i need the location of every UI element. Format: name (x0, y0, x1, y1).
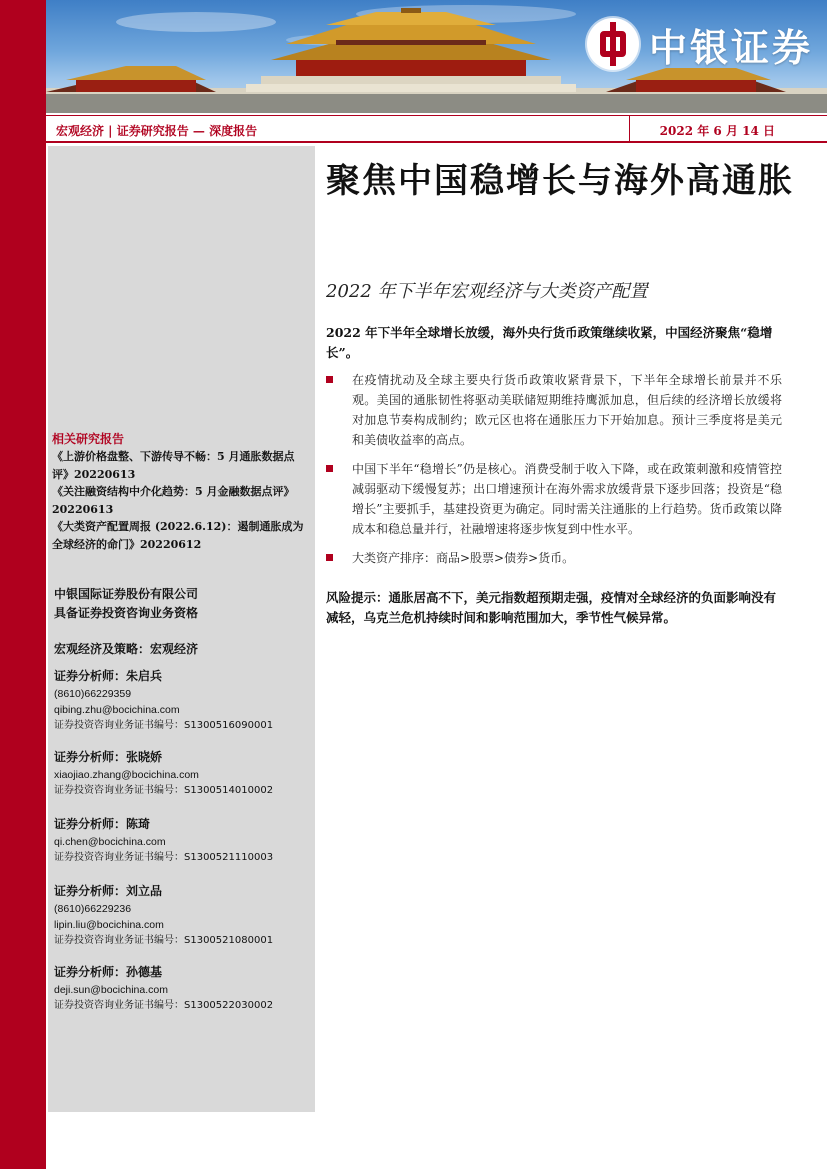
report-category: 宏观经济 | 证券研究报告 — 深度报告 (56, 124, 258, 138)
analyst-license: 证券投资咨询业务证书编号：S1300521110003 (54, 852, 274, 863)
report-title: 聚焦中国稳增长与海外高通胀 (326, 161, 794, 201)
related-report-link[interactable]: 《上游价格盘整、下游传导不畅：5 月通胀数据点评》20220613 (52, 450, 295, 481)
analyst-email[interactable]: deji.sun@bocichina.com (54, 984, 168, 996)
key-point (326, 370, 782, 450)
meta-divider (629, 116, 630, 142)
analyst-card (54, 747, 312, 799)
related-reports-list (52, 448, 308, 553)
analyst-email[interactable]: xiaojiao.zhang@bocichina.com (54, 769, 199, 781)
analyst-email[interactable]: lipin.liu@bocichina.com (54, 919, 164, 931)
key-point-text: 中国下半年“稳增长”仍是核心。消费受制于收入下降，或在政策刺激和疫情管控减弱驱动下缓慢复苏；出口增速预计在海外需求放缓背景下逐步回落；投资是“稳增长”主要抓手，基建投资更为确定。同时需关注通胀的上行趋势。货币政策以降成本和稳总量并行，社融增速将逐步恢复到中性水平。 (352, 462, 782, 536)
key-points-list (326, 370, 782, 577)
left-accent-bar (0, 0, 46, 1169)
analyst-name: 证券分析师：孙德基 (54, 965, 163, 979)
analyst-email[interactable]: qi.chen@bocichina.com (54, 836, 166, 848)
report-summary: 2022 年下半年全球增长放缓，海外央行货币政策继续收紧，中国经济聚焦“稳增长”。 (326, 325, 773, 360)
company-logo (587, 14, 813, 74)
analyst-license: 证券投资咨询业务证书编号：S1300522030002 (54, 1000, 274, 1011)
analyst-card (54, 814, 312, 866)
bullet-square-icon (326, 554, 333, 561)
risk-warning: 风险提示：通胀居高不下，美元指数超预期走强，疫情对全球经济的负面影响没有减轻，乌克兰危机持续时间和影响范围加大，季节性气候异常。 (326, 590, 777, 625)
firm-info (54, 585, 198, 623)
analyst-name: 证券分析师：朱启兵 (54, 669, 163, 683)
analyst-card (54, 881, 312, 949)
analyst-license: 证券投资咨询业务证书编号：S1300521080001 (54, 935, 274, 946)
key-point (326, 459, 782, 539)
analyst-phone: (8610)66229236 (54, 903, 132, 915)
bullet-square-icon (326, 465, 333, 472)
report-subtitle: 2022 年下半年宏观经济与大类资产配置 (326, 281, 648, 302)
related-report-link[interactable]: 《关注融资结构中介化趋势：5 月金融数据点评》20220613 (52, 485, 295, 516)
firm-name: 中银国际证券股份有限公司 (54, 587, 199, 601)
related-reports-title: 相关研究报告 (52, 432, 125, 446)
report-meta-bar (46, 115, 827, 143)
analyst-license: 证券投资咨询业务证书编号：S1300514010002 (54, 785, 274, 796)
key-point (326, 548, 782, 568)
report-date: 2022 年 6 月 14 日 (659, 124, 775, 138)
analyst-card (54, 666, 312, 734)
key-point-text: 在疫情扰动及全球主要央行货币政策收紧背景下，下半年全球增长前景并不乐观。美国的通胀韧性将驱动美联储短期维持鹰派加息，但后续的经济增长放缓将对加息节奏构成制约；欧元区也将在通胀压力下开始加息。预计三季度将是美元和美债收益率的高点。 (352, 373, 782, 447)
analyst-email[interactable]: qibing.zhu@bocichina.com (54, 704, 180, 716)
sector-label: 宏观经济及策略：宏观经济 (54, 642, 199, 656)
analyst-name: 证券分析师：陈琦 (54, 817, 151, 831)
analyst-phone: (8610)66229359 (54, 688, 132, 700)
sidebar (48, 146, 315, 1112)
firm-qualification: 具备证券投资咨询业务资格 (54, 606, 199, 620)
analyst-license: 证券投资咨询业务证书编号：S1300516090001 (54, 720, 274, 731)
header-banner (46, 0, 827, 113)
analyst-name: 证券分析师：张晓娇 (54, 750, 163, 764)
analyst-card (54, 962, 312, 1014)
related-report-link[interactable]: 《大类资产配置周报 (2022.6.12)：遏制通胀成为全球经济的命门》20220612 (52, 520, 304, 551)
bank-of-china-logo-icon (587, 18, 639, 70)
key-point-text: 大类资产排序：商品>股票>债券>货币。 (352, 551, 575, 565)
bullet-square-icon (326, 376, 333, 383)
analyst-name: 证券分析师：刘立品 (54, 884, 163, 898)
logo-text: 中银证券 (648, 25, 813, 70)
